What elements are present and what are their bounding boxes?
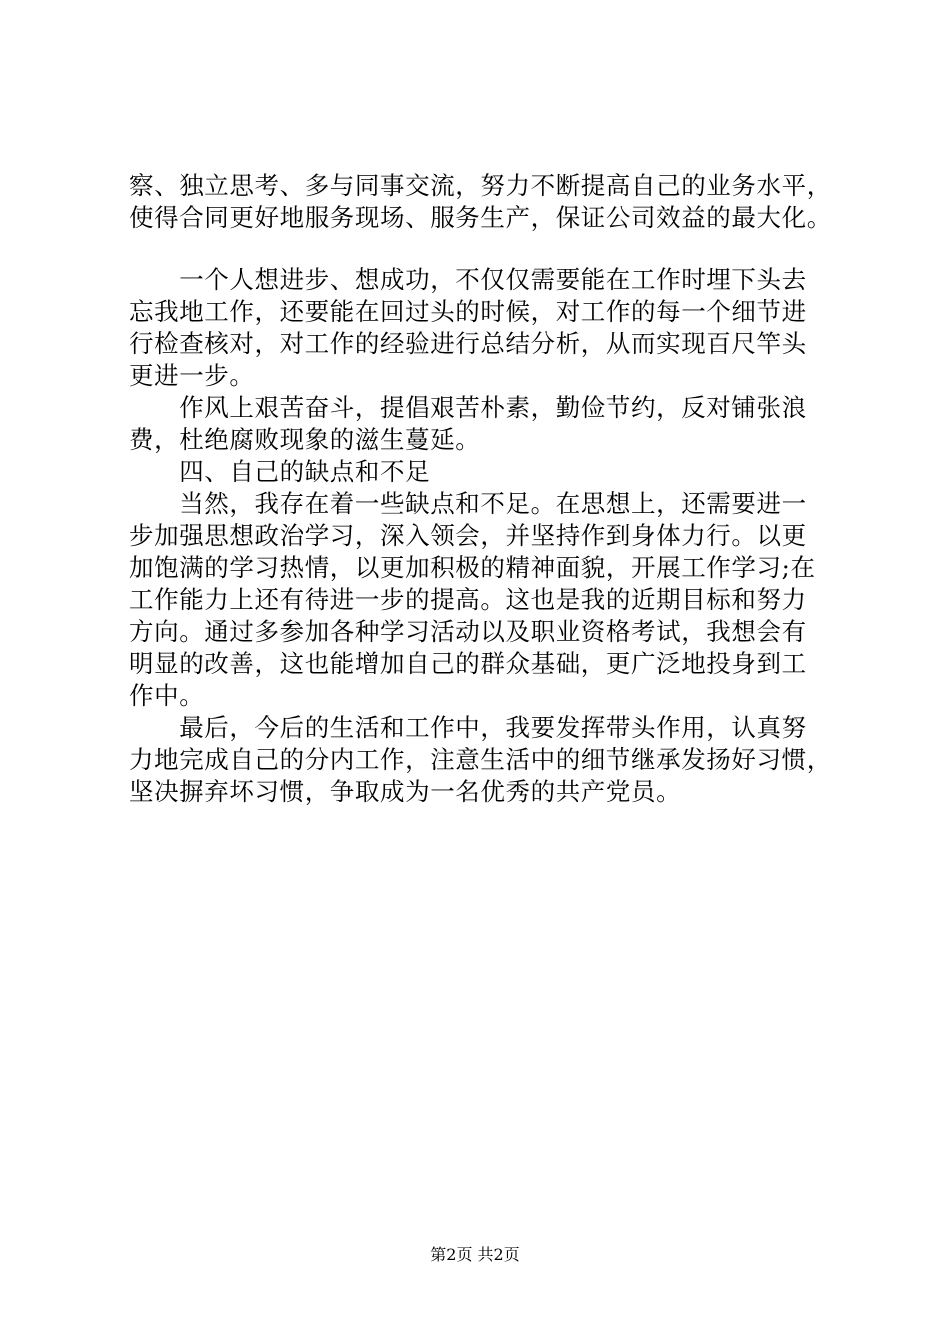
text-line: 行检查核对，对工作的经验进行总结分析，从而实现百尺竿头 xyxy=(129,329,807,358)
text-line: 方向。通过多参加各种学习活动以及职业资格考试，我想会有 xyxy=(129,617,807,646)
text-line: 加饱满的学习热情，以更加积极的精神面貌，开展工作学习;在 xyxy=(129,553,816,582)
page-number-footer: 第2页 共2页 xyxy=(430,1245,520,1264)
text-line: 费，杜绝腐败现象的滋生蔓延。 xyxy=(129,425,481,454)
text-line: 察、独立思考、多与同事交流，努力不断提高自己的业务水平， xyxy=(129,171,832,200)
text-line: 步加强思想政治学习，深入领会，并坚持作到身体力行。以更 xyxy=(129,521,807,550)
text-line: 当然，我存在着一些缺点和不足。在思想上，还需要进一 xyxy=(129,489,807,518)
text-line: 使得合同更好地服务现场、服务生产，保证公司效益的最大化。 xyxy=(129,203,832,232)
text-line: 最后，今后的生活和工作中，我要发挥带头作用，认真努 xyxy=(129,713,807,742)
text-line: 工作能力上还有待进一步的提高。这也是我的近期目标和努力 xyxy=(129,585,807,614)
text-line: 忘我地工作，还要能在回过头的时候，对工作的每一个细节进 xyxy=(129,297,807,326)
text-line: 作风上艰苦奋斗，提倡艰苦朴素，勤俭节约，反对铺张浪 xyxy=(129,393,807,422)
text-line: 一个人想进步、想成功，不仅仅需要能在工作时埋下头去 xyxy=(129,265,807,294)
text-line: 坚决摒弃坏习惯，争取成为一名优秀的共产党员。 xyxy=(129,777,682,806)
text-line: 力地完成自己的分内工作，注意生活中的细节继承发扬好习惯， xyxy=(129,745,832,774)
section-heading: 四、自己的缺点和不足 xyxy=(129,457,431,486)
text-line: 明显的改善，这也能增加自己的群众基础，更广泛地投身到工 xyxy=(129,649,807,678)
text-line: 作中。 xyxy=(129,681,205,710)
text-line: 更进一步。 xyxy=(129,361,255,390)
